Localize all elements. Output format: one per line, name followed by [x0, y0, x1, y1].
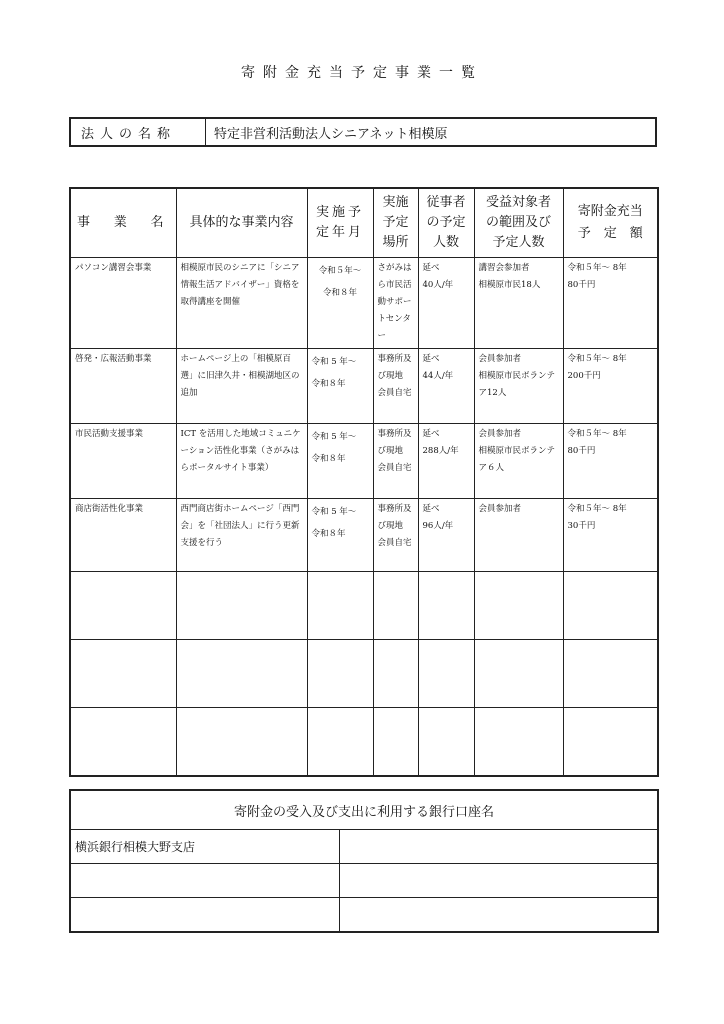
bank-name [70, 898, 339, 933]
header-period: 実施予 定年月 [307, 188, 373, 258]
row-content: ICT を活用した地域コミュニケーション活性化事業（さがみはらポータルサイト事業） [176, 424, 307, 499]
row-amount: 令和５年～ 8年 80千円 [563, 258, 658, 349]
document-title: 寄附金充当予定事業一覧 [241, 65, 483, 81]
row-staff: 延べ 44人/年 [418, 349, 474, 424]
row-beneficiary: 講習会参加者 相模原市民18人 [474, 258, 563, 349]
row-period: 令和 5 年～ 令和８年 [307, 499, 373, 572]
bank-name [70, 864, 339, 898]
bank-row [70, 898, 658, 933]
row-staff: 延べ 96人/年 [418, 499, 474, 572]
empty-row [70, 708, 658, 777]
bank-row [70, 864, 658, 898]
header-amount: 寄附金充当 予 定 額 [563, 188, 658, 258]
bank-account-header: 寄附金の受入及び支出に利用する銀行口座名 [70, 790, 658, 830]
row-amount: 令和５年～ 8年 30千円 [563, 499, 658, 572]
header-place: 実施 予定 場所 [373, 188, 418, 258]
row-project-name: パソコン講習会事業 [70, 258, 176, 349]
row-amount: 令和５年～ 8年 200千円 [563, 349, 658, 424]
row-period: 令和 5 年～ 令和８年 [307, 349, 373, 424]
bank-name: 横浜銀行相模大野支店 [70, 830, 339, 864]
row-content: 相模原市民のシニアに「シニア情報生活アドバイザー」資格を取得講座を開催 [176, 258, 307, 349]
table-header-row [70, 188, 658, 258]
row-place: 事務所及び現地 会員自宅 [373, 349, 418, 424]
row-period: 令和 5 年～ 令和８年 [307, 424, 373, 499]
row-staff: 延べ 288人/年 [418, 424, 474, 499]
corporation-name-table [69, 117, 657, 147]
header-project-name: 事業名 [70, 188, 176, 258]
row-project-name: 商店街活性化事業 [70, 499, 176, 572]
row-content: 西門商店街ホームページ「西門会」を「社団法人」に行う更新支援を行う [176, 499, 307, 572]
corporation-name-value: 特定非営利活動法人シニアネット相模原 [206, 118, 657, 146]
row-beneficiary: 会員参加者 相模原市民ボランテア12人 [474, 349, 563, 424]
corporation-name-label: 法人の名称 [70, 118, 206, 146]
header-beneficiary: 受益対象者 の範囲及び 予定人数 [474, 188, 563, 258]
table-row [70, 258, 658, 349]
projects-table [69, 187, 659, 777]
row-project-name: 啓発・広報活動事業 [70, 349, 176, 424]
header-staff: 従事者 の予定 人数 [418, 188, 474, 258]
row-content: ホームページ上の「相模原百選」に旧津久井・相模湖地区の追加 [176, 349, 307, 424]
row-beneficiary: 会員参加者 相模原市民ボランテア６人 [474, 424, 563, 499]
row-amount: 令和５年～ 8年 80千円 [563, 424, 658, 499]
table-row [70, 424, 658, 499]
empty-row [70, 640, 658, 708]
row-staff: 延べ 40人/年 [418, 258, 474, 349]
empty-row [70, 572, 658, 640]
row-project-name: 市民活動支援事業 [70, 424, 176, 499]
row-place: 事務所及び現地 会員自宅 [373, 499, 418, 572]
row-place: さがみはら市民活動サポートセンター [373, 258, 418, 349]
bank-row [70, 830, 658, 864]
row-beneficiary: 会員参加者 [474, 499, 563, 572]
row-period: 令和５年～ 令和８年 [307, 258, 373, 349]
bank-detail [339, 898, 658, 933]
bank-detail [339, 864, 658, 898]
bank-detail [339, 830, 658, 864]
table-row [70, 499, 658, 572]
bank-account-table [69, 789, 659, 933]
row-place: 事務所及び現地 会員自宅 [373, 424, 418, 499]
table-row [70, 349, 658, 424]
header-content: 具体的な事業内容 [176, 188, 307, 258]
